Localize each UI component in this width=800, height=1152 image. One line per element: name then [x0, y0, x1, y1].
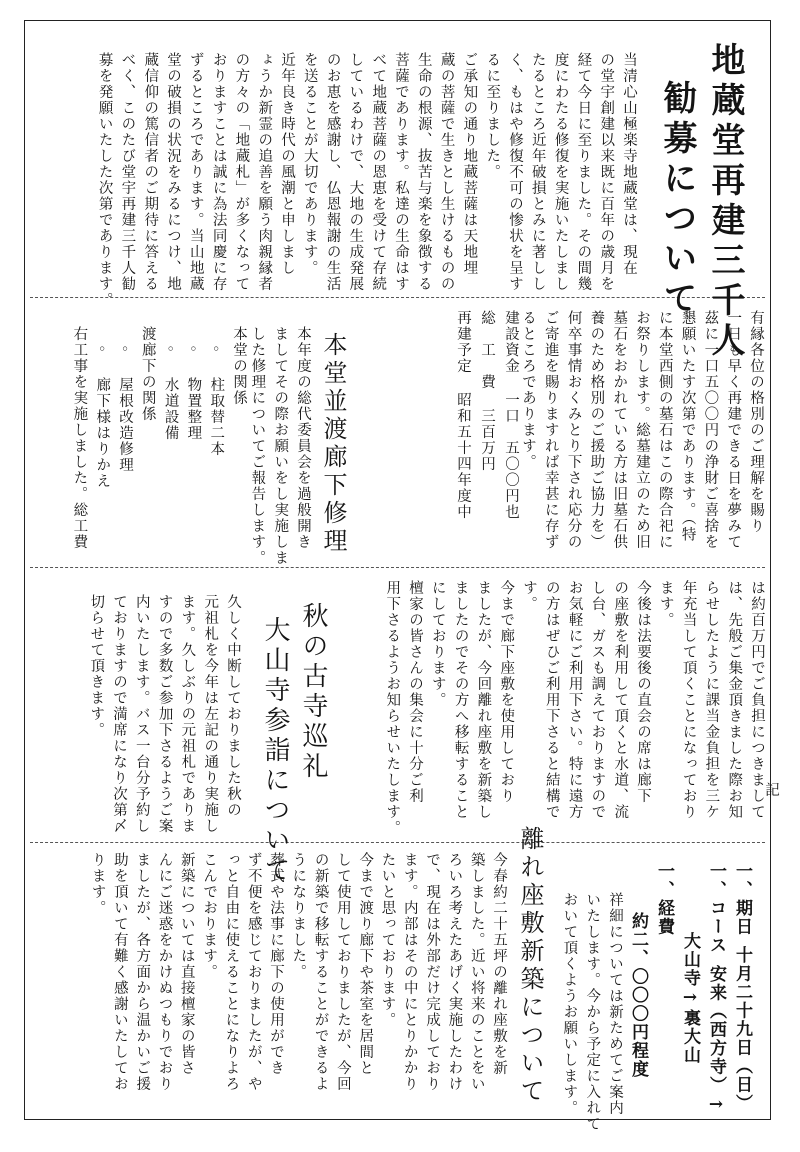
detail-row	[676, 922, 698, 1065]
body-text-column: ります。	[89, 852, 106, 916]
detail-mark: 一、	[654, 862, 674, 899]
body-text-column: のお恵を感謝し、仏恩報謝の生活	[324, 52, 341, 292]
fund-label: 建設資金	[503, 310, 519, 374]
detail-value: 安来（西方寺）→	[706, 964, 726, 1116]
body-text-column: 久しく中断しておりました秋の	[225, 594, 241, 818]
detail-note: いたします。今から予定に入れて	[584, 892, 601, 1132]
body-text-column: を送ることが大切であります。	[301, 52, 318, 276]
body-text-column: 本年度の総代委員会を過般開き	[295, 326, 311, 550]
body-text-column: 年充当して頂くことになっており	[680, 580, 697, 820]
body-text-column: すので多数ご参加下さるようご案	[156, 594, 173, 834]
fund-label: 再建予定	[455, 310, 471, 374]
body-text-column: 今まで渡り廊下や茶室を居間と	[357, 852, 374, 1076]
body-text-column: ご寄進を賜りますれば幸甚に存ず	[542, 310, 559, 550]
body-text-column: たいと思っております。	[379, 852, 396, 1028]
body-text-column: 今春約二十五坪の離れ座敷を新	[491, 852, 507, 1076]
body-text-column: ます。久しぶりの元祖札でありま	[179, 594, 196, 834]
body-text-column: 今まで廊下座敷を使用しており	[498, 580, 515, 804]
detail-note: おいて頂くようお願いします。	[561, 892, 578, 1116]
body-text-column: 助を頂いて有難く感謝いたしてお	[111, 852, 128, 1092]
body-text-column: ろいろ考えたあげく実施したわけ	[446, 852, 463, 1092]
body-text-column: 堂の破損の状況をみるにつけ、地	[165, 52, 181, 292]
repair-item: ◦ 屋根改造修理	[117, 326, 133, 473]
body-text-column: お祭りします。総墓建立のため旧	[634, 310, 650, 550]
body-text-column: した修理についてご報告します。	[249, 326, 266, 566]
body-text-column: の新築で移転することができるよ	[312, 852, 329, 1092]
body-text-column: 檀家の皆さんの集会に十分ご利	[407, 580, 423, 804]
fund-value: 昭和五十四年度中	[455, 392, 471, 520]
fund-value: 一口 五〇〇円也	[503, 392, 519, 520]
detail-row	[702, 862, 724, 1116]
body-text-column: 今後は法要後の直会の席は廊下	[635, 580, 651, 804]
body-text-column: べく、このたび堂宇再建三千人勧	[119, 52, 136, 292]
detail-row	[728, 862, 750, 1113]
body-text-column: 用下さるようお知らせいたします。	[384, 580, 401, 836]
body-text-column: 内いたします。バス一台分予約し	[133, 594, 150, 834]
body-text-column: ましたのでその方へ移転すること	[452, 580, 469, 820]
section-repair	[30, 310, 765, 566]
repair-item: 本堂の関係	[231, 326, 247, 406]
body-text-column: 経て今日に至りました。その間幾	[575, 52, 592, 292]
section-heading: 離れ座敷新築について	[516, 826, 544, 1106]
page-title: 勧募について	[657, 80, 697, 320]
body-text-column: んにご迷惑をかけぬつもりでおり	[156, 852, 173, 1092]
section-heading: 大山寺参詣について	[260, 616, 290, 886]
body-text-column: べて地蔵菩薩の恩恵を受けて存続	[370, 52, 387, 292]
body-text-column: の座敷を利用して頂くと水道、流	[612, 580, 629, 820]
fund-label: 総 工 費	[479, 310, 495, 390]
detail-row	[650, 862, 672, 936]
section-divider	[30, 567, 765, 568]
body-text-column: ず不便を感じておりましたが、や	[245, 852, 262, 1092]
body-text-column: ましてその際お願いをし実施しま	[272, 326, 289, 566]
fund-row	[450, 310, 470, 520]
body-text-column: 募を発願いたした次第であります。	[96, 52, 113, 308]
section-heading: 本堂並渡廊下修理	[319, 332, 347, 556]
repair-item: ◦ 廊下様はりかえ	[94, 326, 111, 489]
detail-label: 経費	[654, 899, 674, 936]
body-text-column: 茲に一口五〇〇円の浄財ご喜捨を	[702, 310, 719, 550]
body-text-column: 墓石をおかれている方は旧墓石供	[611, 310, 628, 550]
detail-mark: 一、	[732, 862, 752, 899]
body-text-column: にしております。	[429, 580, 446, 708]
body-text-column: おりますことは誠に為法同慶に存	[210, 52, 227, 292]
body-text-column: たるところ近年破損とみに著しし	[529, 52, 546, 292]
detail-label: 期日	[732, 899, 752, 936]
body-text-column: るところであります。	[520, 310, 536, 470]
detail-value: 十月二十九日（日）	[732, 946, 752, 1113]
body-text-column: ましたが、今回離れ座敷を新築し	[475, 580, 492, 820]
body-text-column: で、現在は外部だけ完成しており	[424, 852, 441, 1092]
body-text-column: 当清心山極楽寺地蔵堂は、現在	[621, 52, 637, 276]
section-zashiki	[30, 782, 779, 1132]
body-text-column: うになりました。	[290, 852, 307, 980]
body-text-column: は、先般ご集金頂きました際お知	[726, 580, 743, 820]
body-text-column: 何卒事情おくみとり下され応分の	[565, 310, 582, 550]
body-text-column: お気軽にご利用下さい。特に遠方	[566, 580, 583, 820]
ki-label: 記	[763, 782, 779, 798]
detail-value: 約二、〇〇〇円程度	[628, 912, 648, 1079]
detail-label: コース	[706, 899, 726, 955]
body-text-column: は約百万円でご負担につきまして	[749, 580, 765, 820]
body-text-column: 近年良き時代の風潮と申しまし	[279, 52, 295, 276]
detail-note: 祥細については新ためてご案内	[607, 892, 623, 1116]
repair-item: 右工事を実施しました。総工費	[71, 326, 88, 550]
body-text-column: らせしたように課当金負担を三ケ	[703, 580, 720, 820]
repair-item: 渡廊下の関係	[139, 326, 156, 422]
fund-value: 三百万円	[479, 408, 495, 472]
repair-item: ◦ 水道設備	[162, 326, 179, 441]
body-text-column: 養のため格別のご援助ご協力を）	[588, 310, 605, 550]
body-text-column: るに至りました。	[484, 52, 501, 180]
body-text-column: 懇願いたす次第であります。（特	[679, 310, 696, 543]
body-text-column: の堂宇創建以来既に百年の歳月を	[598, 52, 615, 292]
repair-item: ◦ 柱取替二本	[208, 326, 225, 457]
body-text-column: 菩薩であります。私達の生命はす	[393, 52, 409, 292]
detail-value: 大山寺→裏大山	[680, 932, 700, 1065]
page-title: 地蔵堂再建三千人	[705, 42, 745, 362]
body-text-column: っと自由に使えることになりよろ	[223, 852, 240, 1092]
repair-item: ◦ 物置整理	[185, 326, 202, 441]
fund-row	[498, 310, 518, 520]
detail-mark: 一、	[706, 862, 726, 899]
body-text-column: ご承知の通り地蔵菩薩は天地埋	[461, 52, 478, 276]
body-text-column: ておりますので満席になり次第〆	[111, 594, 127, 834]
section-heading: 秋の古寺巡礼	[298, 602, 328, 782]
body-text-column: の方々の「地蔵札」が多くなって	[233, 52, 250, 292]
detail-row	[624, 902, 646, 1079]
body-text-column: 新築については直接檀家の皆さ	[178, 852, 195, 1076]
body-text-column: 蔵信仰の篤信者のご期待に答える	[142, 52, 159, 292]
body-text-column: ます。内部はその中にとりかかり	[401, 852, 418, 1092]
body-text-column: しているわけで、大地の生成発展	[347, 52, 364, 292]
body-text-column: 一日も早く再建できる日を夢みて	[725, 310, 742, 550]
body-text-column: ずるところであります。当山地蔵	[187, 52, 204, 292]
fund-row	[474, 310, 494, 472]
body-text-column: ます。	[657, 580, 674, 628]
body-text-column: 蔵の菩薩で生きとし生けるものの	[438, 52, 455, 292]
body-text-column: す。	[521, 580, 537, 612]
body-text-column: ましたが、各方面から温かいご援	[134, 852, 151, 1092]
body-text-column: く、もはや修復不可の惨状を呈す	[507, 52, 523, 292]
body-text-column: 元祖札を今年は左記の通り実施し	[202, 594, 219, 834]
body-text-column: ょうか新霊の追善を願う肉親縁者	[256, 52, 273, 292]
body-text-column: こんでおります。	[201, 852, 218, 980]
body-text-column: 度にわたる修復を実施いたしまし	[552, 52, 569, 292]
body-text-column: して使用しておりましたが、今回	[334, 852, 351, 1092]
body-text-column: の方はぜひご利用下さると結構で	[543, 580, 560, 820]
body-text-column: 葬式や法事に廊下の使用ができ	[268, 852, 284, 1076]
body-text-column: し台、ガスも調えておりますので	[589, 580, 606, 820]
body-text-column: 有縁各位の格別のご理解を賜り	[748, 310, 764, 534]
body-text-column: 築しました。近い将来のことをい	[468, 852, 485, 1092]
body-text-column: 生命の根源、抜苦与楽を象徴する	[415, 52, 432, 292]
body-text-column: 切らせて頂きます。	[88, 594, 105, 738]
body-text-column: に本堂西側の墓石はこの際合祀に	[656, 310, 673, 550]
